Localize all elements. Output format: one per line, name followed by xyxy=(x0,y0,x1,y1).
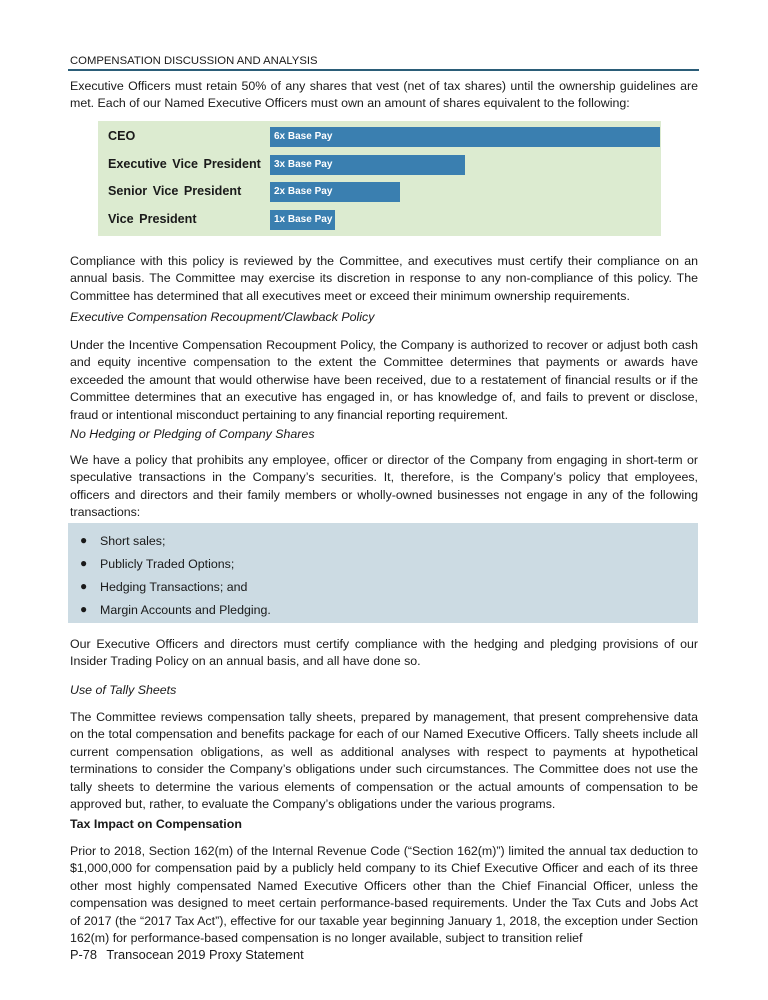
clawback-heading: Executive Compensation Recoupment/Clawback Policy xyxy=(70,310,375,324)
header-rule xyxy=(68,69,699,71)
chart-label: Vice President xyxy=(108,212,197,226)
chart-bar-label: 1x Base Pay xyxy=(274,214,333,225)
tax-heading: Tax Impact on Compensation xyxy=(70,817,242,831)
hedging-heading: No Hedging or Pledging of Company Shares xyxy=(70,427,315,441)
chart-bar xyxy=(270,182,400,202)
chart-row-evp xyxy=(98,155,661,175)
intro-paragraph: Executive Officers must retain 50% of any shares that vest (net of tax shares) until the ownership guidelines are met. Each of our Named Executive Officers must own an amount of shares equivalent to the following: xyxy=(70,79,698,111)
chart-row-ceo xyxy=(98,127,661,147)
ownership-chart xyxy=(98,121,661,236)
chart-bar xyxy=(270,155,465,175)
page-footer xyxy=(70,947,304,962)
publication-title: Transocean 2019 Proxy Statement xyxy=(106,947,304,962)
prohibited-transactions-list xyxy=(68,523,698,623)
clawback-body: Under the Incentive Compensation Recoupment Policy, the Company is authorized to recover or adjust both cash and equity incentive compensation to the extent the Committee determines that payments or awards have exceeded the amount that would otherwise have been received, due to a restatement of financial results or if the Committee determines that an executive has engaged in, or has knowledge of, and fails to prevent or disclose, fraud or intentional misconduct pertaining to any financial reporting requirement. xyxy=(70,338,698,422)
chart-bar-label: 3x Base Pay xyxy=(274,159,333,170)
hedging-body: We have a policy that prohibits any employee, officer or director of the Company from engaging in short-term or speculative transactions in the Company’s securities. It, therefore, is the Company’s policy that employees, officers and directors and their family members or wholly-owned businesses not engage in any of the following transactions: xyxy=(70,453,698,520)
bullet-icon: ● xyxy=(80,556,88,570)
list-item-text: Margin Accounts and Pledging. xyxy=(100,603,271,617)
bullet-icon: ● xyxy=(80,602,88,616)
bullet-icon: ● xyxy=(80,533,88,547)
running-head: COMPENSATION DISCUSSION AND ANALYSIS xyxy=(70,55,318,67)
chart-bar xyxy=(270,127,660,147)
chart-row-svp xyxy=(98,182,661,202)
chart-bar-label: 6x Base Pay xyxy=(274,131,333,142)
tally-body: The Committee reviews compensation tally sheets, prepared by management, that present comprehensive data on the total compensation and benefits package for each of our Named Executive Officers. Tally sheets include all current compensation obligations, as well as additional analyses with respect to payments at hypothetical terminations to consider the Company’s obligations under such circumstances. The Committee does not use the tally sheets to determine the various elements of compensation or the actual amounts of compensation to be approved but, rather, to evaluate the Company’s obligations under the various programs. xyxy=(70,710,698,812)
tax-body: Prior to 2018, Section 162(m) of the Internal Revenue Code (“Section 162(m)”) limited the annual tax deduction to $1,000,000 for compensation paid by a publicly held company to its Chief Executive Officer and each of its three other most highly compensated Named Executive Officers other than the Chief Financial Officer, unless the compensation was designed to meet certain performance-based requirements. Under the Tax Cuts and Jobs Act of 2017 (the “2017 Tax Act”), effective for our taxable year beginning January 1, 2018, the exception under Section 162(m) for performance-based compensation is no longer available, subject to transition relief xyxy=(70,844,698,946)
chart-label: Executive Vice President xyxy=(108,157,261,171)
list-item xyxy=(68,554,698,574)
certify-paragraph: Our Executive Officers and directors must certify compliance with the hedging and pledging provisions of our Insider Trading Policy on an annual basis, and all have done so. xyxy=(70,637,698,669)
list-item xyxy=(68,600,698,620)
page-number: P-78 xyxy=(70,947,98,962)
chart-label: Senior Vice President xyxy=(108,184,242,198)
list-item xyxy=(68,577,698,597)
chart-bar-label: 2x Base Pay xyxy=(274,186,333,197)
chart-row-vp xyxy=(98,210,661,230)
list-item-text: Short sales; xyxy=(100,534,166,548)
chart-bar xyxy=(270,210,335,230)
bullet-icon: ● xyxy=(80,579,88,593)
tally-heading: Use of Tally Sheets xyxy=(70,683,177,697)
list-item-text: Publicly Traded Options; xyxy=(100,557,235,571)
chart-label: CEO xyxy=(108,129,136,143)
list-item xyxy=(68,531,698,551)
compliance-paragraph: Compliance with this policy is reviewed by the Committee, and executives must certify their compliance on an annual basis. The Committee may exercise its discretion in response to any non-compliance of this policy. The Committee has determined that all executives meet or exceed their minimum ownership requirements. xyxy=(70,254,698,303)
list-item-text: Hedging Transactions; and xyxy=(100,580,248,594)
